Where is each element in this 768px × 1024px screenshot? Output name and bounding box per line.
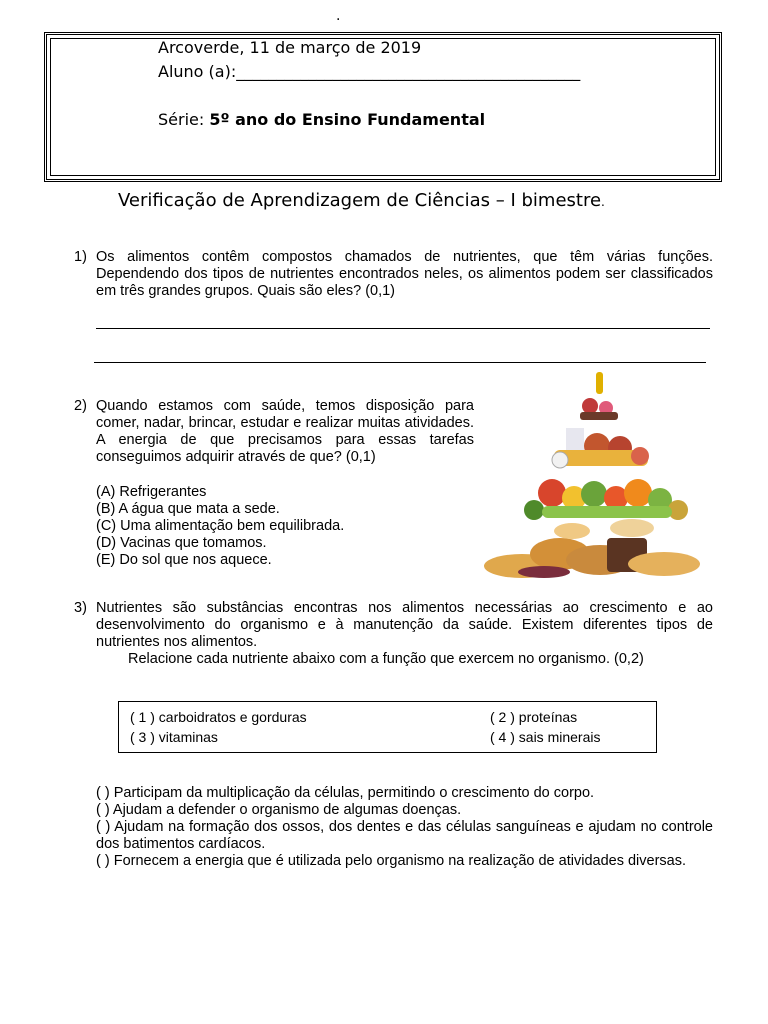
statement-3[interactable]: ( ) Ajudam na formação dos ossos, dos dentes e das células sanguíneas e ajudam no controle dos batimentos cardíacos. (96, 819, 713, 852)
title-dot: . (601, 195, 605, 209)
q2-option-b[interactable]: (B) A água que mata a sede. (96, 501, 280, 517)
q1-answer-line-2[interactable] (94, 362, 706, 363)
q2-options (96, 484, 344, 569)
statement-4[interactable]: ( ) Fornecem a energia que é utilizada pelo organismo na realização de atividades diversas. (96, 853, 686, 869)
q3-text: Nutrientes são substâncias encontras nos alimentos necessárias ao crescimento e ao desenvolvimento do organismo e à manutenção da saúde. Existem diferentes tipos de nutrientes nos alimentos. (96, 600, 713, 650)
header-dot: . (336, 8, 341, 24)
q2-option-e[interactable]: (E) Do sol que nos aquece. (96, 552, 272, 568)
q1-answer-line-1[interactable] (96, 328, 710, 329)
q2-number: 2) (74, 398, 87, 414)
nutrient-key-box (118, 701, 657, 753)
nutrient-3: ( 3 ) vitaminas (130, 729, 218, 745)
q2-text: Quando estamos com saúde, temos disposição para comer, nadar, brincar, estudar e realizar muitas atividades. A energia de que precisamos para essas tarefas conseguimos adquirir através de que? (0,1) (96, 398, 474, 465)
nutrient-1: ( 1 ) carboidratos e gorduras (130, 709, 307, 725)
nutrient-4: ( 4 ) sais minerais (490, 729, 601, 745)
dairy-protein-tier (552, 428, 649, 468)
grade-line (158, 110, 485, 129)
bread-tier (484, 519, 700, 578)
statement-1[interactable]: ( ) Participam da multiplicação da células, permitindo o crescimento do corpo. (96, 785, 595, 801)
page-title (118, 190, 605, 211)
grade-value: 5º ano do Ensino Fundamental (209, 110, 486, 129)
q3-number: 3) (74, 600, 87, 616)
nutrient-2: ( 2 ) proteínas (490, 709, 578, 725)
q2-option-c[interactable]: (C) Uma alimentação bem equilibrada. (96, 518, 345, 534)
top-tier (580, 372, 618, 420)
grade-label: Série: (158, 110, 210, 129)
statement-2[interactable]: ( ) Ajudam a defender o organismo de algumas doenças. (96, 802, 462, 818)
student-name-line: Aluno (a):___________________________________________ (158, 62, 581, 81)
date-line: Arcoverde, 11 de março de 2019 (158, 38, 422, 57)
title-text: Verificação de Aprendizagem de Ciências – I bimestre (118, 190, 602, 211)
q2-option-a[interactable]: (A) Refrigerantes (96, 484, 207, 500)
q1-number: 1) (74, 249, 87, 265)
food-pyramid-image (482, 368, 712, 582)
q2-option-d[interactable]: (D) Vacinas que tomamos. (96, 535, 267, 551)
q1-text: Os alimentos contêm compostos chamados de nutrientes, que têm várias funções. Dependendo dos tipos de nutrientes encontrados neles, os alimentos podem ser classificados em três grandes grupos. Quais são eles? (0,1) (96, 249, 713, 299)
fruit-vegetable-tier (524, 479, 688, 520)
q3-statements (96, 785, 713, 870)
q3-instruction: Relacione cada nutriente abaixo com a função que exercem no organismo. (0,2) (128, 651, 644, 667)
